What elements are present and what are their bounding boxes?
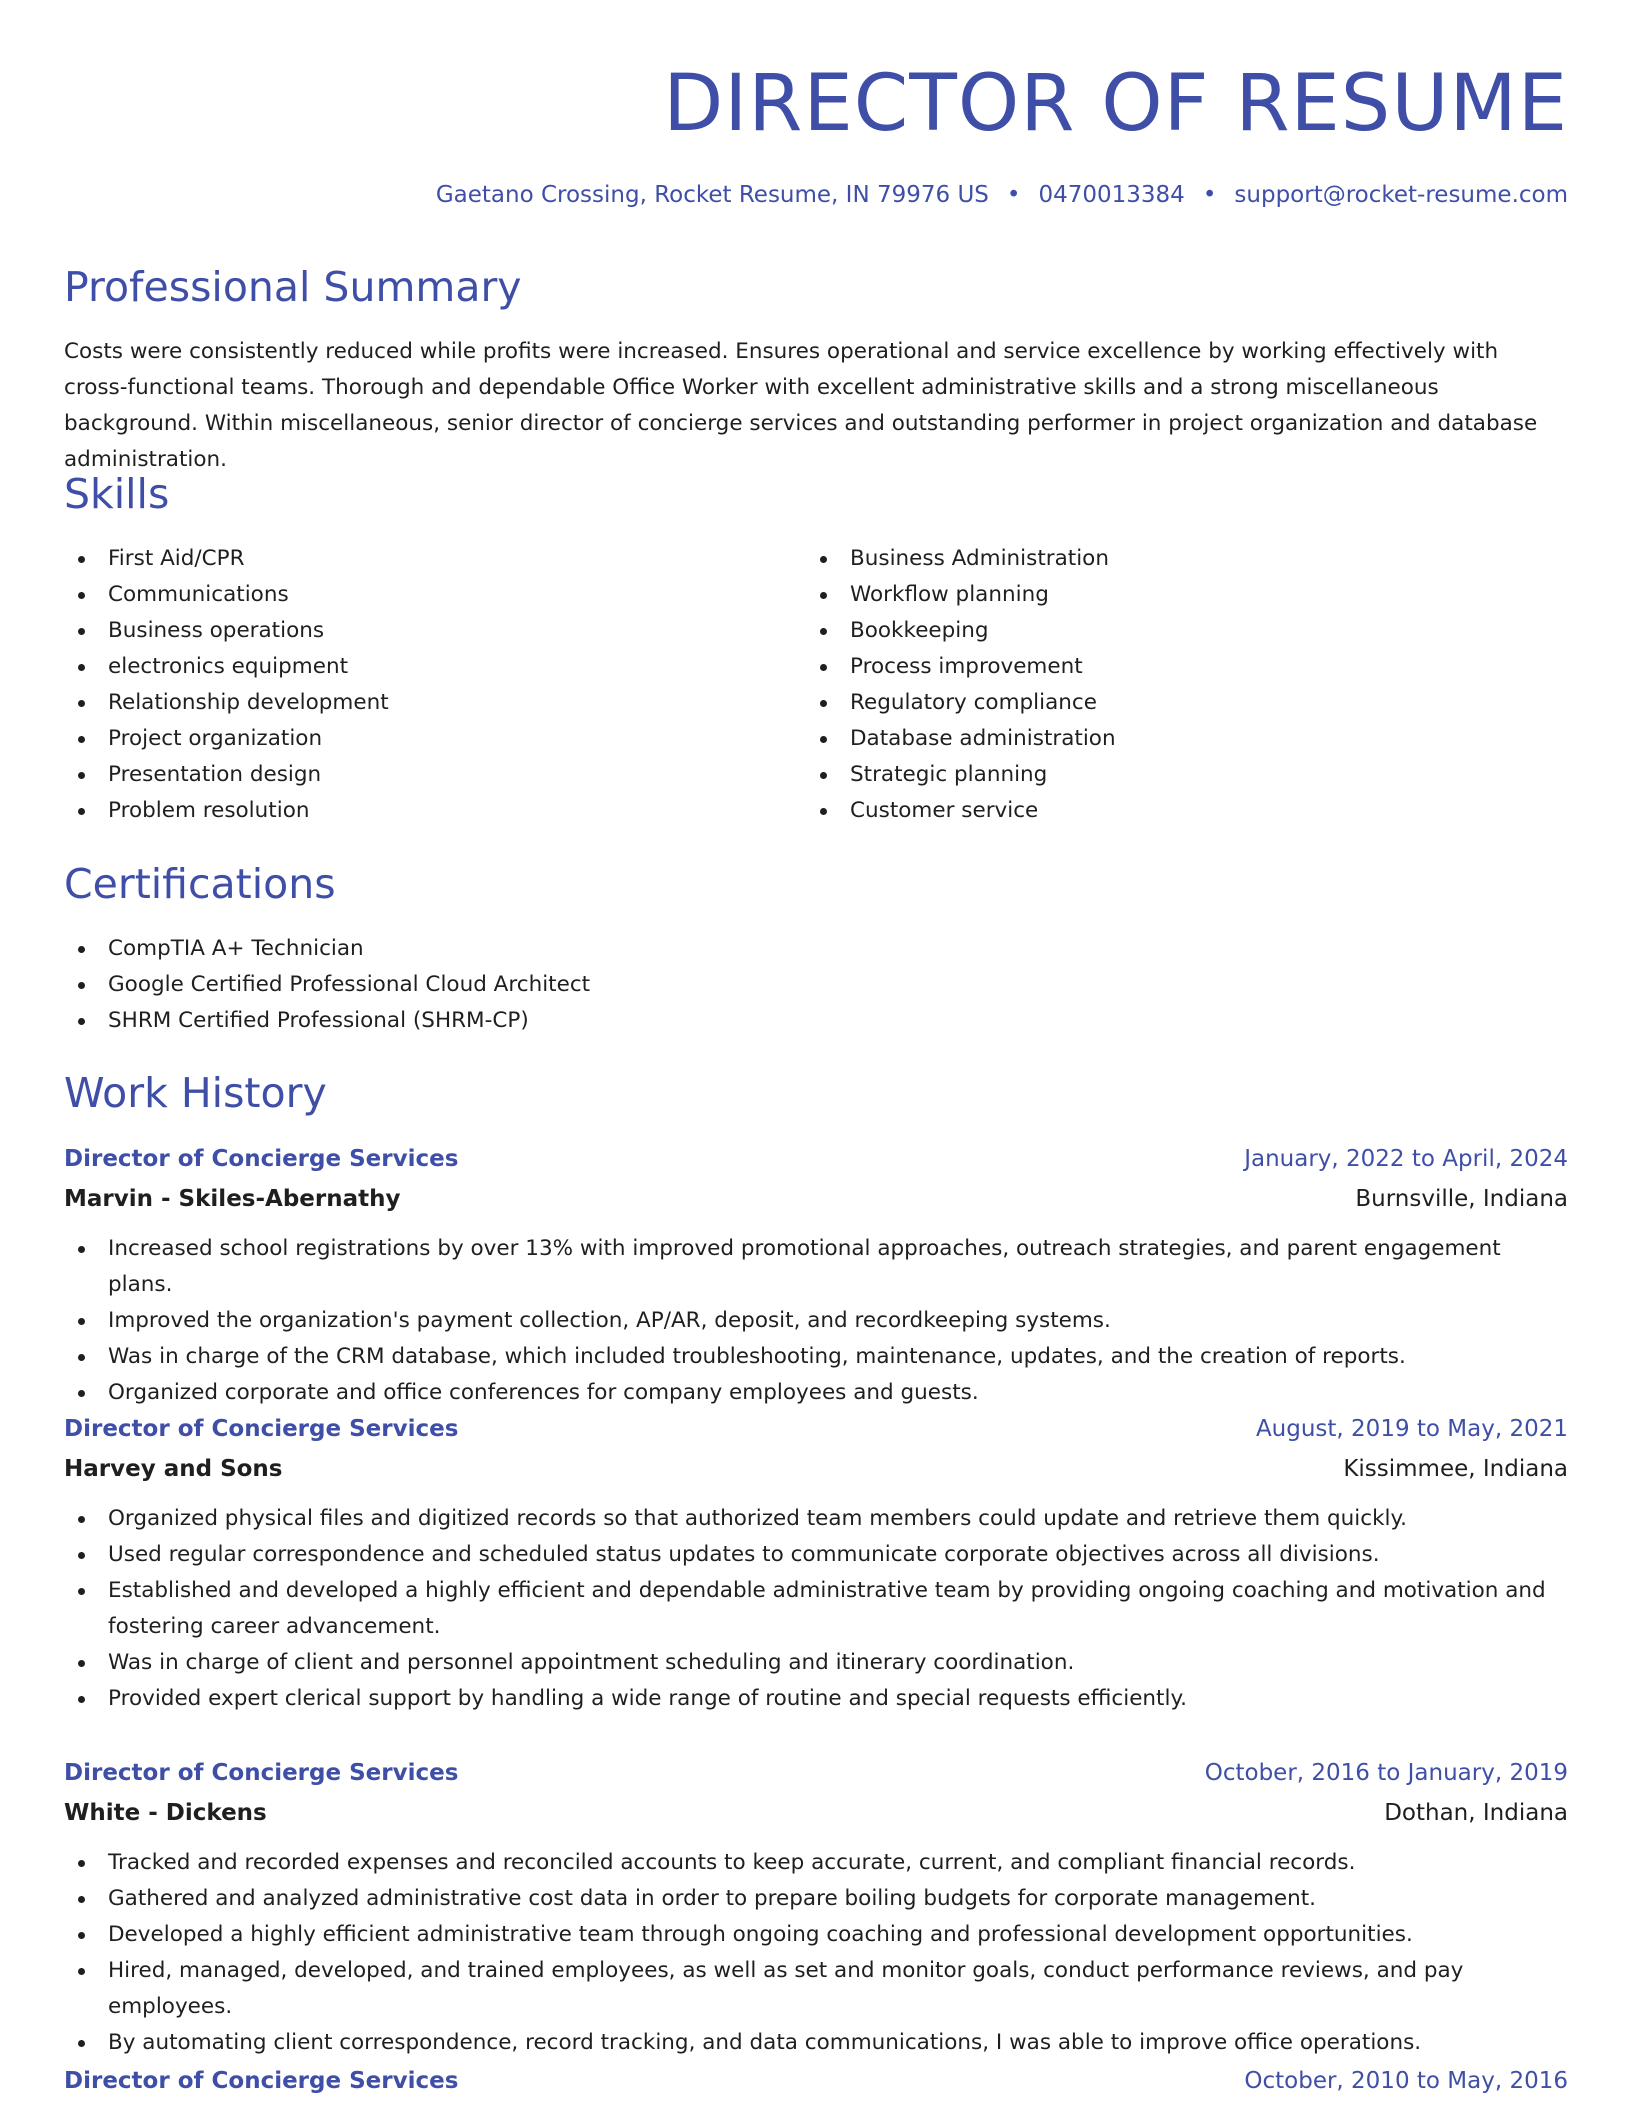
job-bullet: Developed a highly efficient administrative team through ongoing coaching and professional development opportunities. (64, 1917, 1568, 1953)
job-bullet: Used regular correspondence and scheduled status updates to communicate corporate objectives across all divisions. (64, 1537, 1568, 1573)
skill-item: Customer service (806, 793, 1116, 829)
skills-heading: Skills (64, 470, 170, 518)
job-title: Director of Concierge Services (64, 1760, 459, 1786)
job-bullet: Improved the organization's payment collection, AP/AR, deposit, and recordkeeping systems. (64, 1303, 1568, 1339)
certification-item: SHRM Certified Professional (SHRM-CP) (64, 1003, 590, 1039)
skills-list-right (806, 541, 1116, 829)
job-dates: August, 2019 to May, 2021 (1255, 1416, 1568, 1442)
job-title: Director of Concierge Services (64, 2068, 459, 2094)
job-bullet: Increased school registrations by over 13% with improved promotional approaches, outreach strategies, and parent engagement plans. (64, 1231, 1568, 1303)
job-dates: October, 2016 to January, 2019 (1204, 1760, 1568, 1786)
job-bullet: Established and developed a highly efficient and dependable administrative team by providing ongoing coaching and motivation and fostering career advancement. (64, 1573, 1568, 1645)
job-location: Dothan, Indiana (1384, 1800, 1568, 1826)
job-bullet: Provided expert clerical support by handling a wide range of routine and special requests efficiently. (64, 1681, 1568, 1717)
contact-separator: • (1006, 182, 1021, 208)
job-bullets (64, 1501, 1568, 1717)
contact-address: Gaetano Crossing, Rocket Resume, IN 79976 US (435, 182, 989, 208)
job-bullet: Was in charge of the CRM database, which included troubleshooting, maintenance, updates, and the creation of reports. (64, 1339, 1568, 1375)
skill-item: Process improvement (806, 649, 1116, 685)
contact-email[interactable]: support@rocket-resume.com (1234, 182, 1568, 208)
resume-page (64, 0, 1568, 2094)
contact-phone: 0470013384 (1038, 182, 1185, 208)
job-bullet: Was in charge of client and personnel appointment scheduling and itinerary coordination. (64, 1645, 1568, 1681)
job-bullet: By automating client correspondence, record tracking, and data communications, I was able to improve office operations. (64, 2025, 1568, 2061)
job-company: Marvin - Skiles-Abernathy (64, 1186, 401, 1212)
certification-item: Google Certified Professional Cloud Architect (64, 967, 590, 1003)
skill-item: Workflow planning (806, 577, 1116, 613)
job-dates: January, 2022 to April, 2024 (1244, 1146, 1568, 1172)
skill-item: Business Administration (806, 541, 1116, 577)
skill-item: Business operations (64, 613, 389, 649)
job-company: Harvey and Sons (64, 1456, 283, 1482)
summary-text: Costs were consistently reduced while profits were increased. Ensures operational and service excellence by working effectively with cross-functional teams. Thorough and dependable Office Worker with excellent administrative skills and a strong miscellaneous background. Within miscellaneous, senior director of concierge services and outstanding performer in project organization and database administration. (64, 339, 1538, 472)
skill-item: Regulatory compliance (806, 685, 1116, 721)
resume-name: DIRECTOR OF RESUME (663, 59, 1568, 149)
job-dates: October, 2010 to May, 2016 (1244, 2068, 1568, 2094)
skill-item: Database administration (806, 721, 1116, 757)
job-entry (64, 2061, 1568, 2101)
skill-item: Relationship development (64, 685, 389, 721)
job-bullet: Organized corporate and office conferences for company employees and guests. (64, 1375, 1568, 1411)
job-entry (64, 1139, 1568, 1411)
contact-separator: • (1202, 182, 1217, 208)
job-entry (64, 1409, 1568, 1717)
skill-item: Communications (64, 577, 389, 613)
skill-item: Presentation design (64, 757, 389, 793)
job-bullet: Tracked and recorded expenses and reconciled accounts to keep accurate, current, and compliant financial records. (64, 1845, 1568, 1881)
skill-item: Bookkeeping (806, 613, 1116, 649)
job-location: Burnsville, Indiana (1355, 1186, 1568, 1212)
summary-heading: Professional Summary (64, 263, 522, 311)
job-title: Director of Concierge Services (64, 1146, 459, 1172)
work-history-heading: Work History (64, 1069, 327, 1117)
job-location: Kissimmee, Indiana (1343, 1456, 1568, 1482)
skill-item: Problem resolution (64, 793, 389, 829)
job-company: White - Dickens (64, 1800, 267, 1826)
skills-list-left (64, 541, 389, 829)
skill-item: electronics equipment (64, 649, 389, 685)
job-entry (64, 1753, 1568, 2061)
skill-item: First Aid/CPR (64, 541, 389, 577)
certifications-list (64, 931, 590, 1039)
contact-line (436, 180, 1568, 210)
job-title: Director of Concierge Services (64, 1416, 459, 1442)
job-bullet: Hired, managed, developed, and trained employees, as well as set and monitor goals, conduct performance reviews, and pay employees. (64, 1953, 1568, 2025)
skill-item: Strategic planning (806, 757, 1116, 793)
certification-item: CompTIA A+ Technician (64, 931, 590, 967)
job-bullet: Organized physical files and digitized records so that authorized team members could update and retrieve them quickly. (64, 1501, 1568, 1537)
certifications-heading: Certifications (64, 860, 336, 908)
job-bullets (64, 1231, 1568, 1411)
job-bullet: Gathered and analyzed administrative cost data in order to prepare boiling budgets for corporate management. (64, 1881, 1568, 1917)
skill-item: Project organization (64, 721, 389, 757)
job-bullets (64, 1845, 1568, 2061)
